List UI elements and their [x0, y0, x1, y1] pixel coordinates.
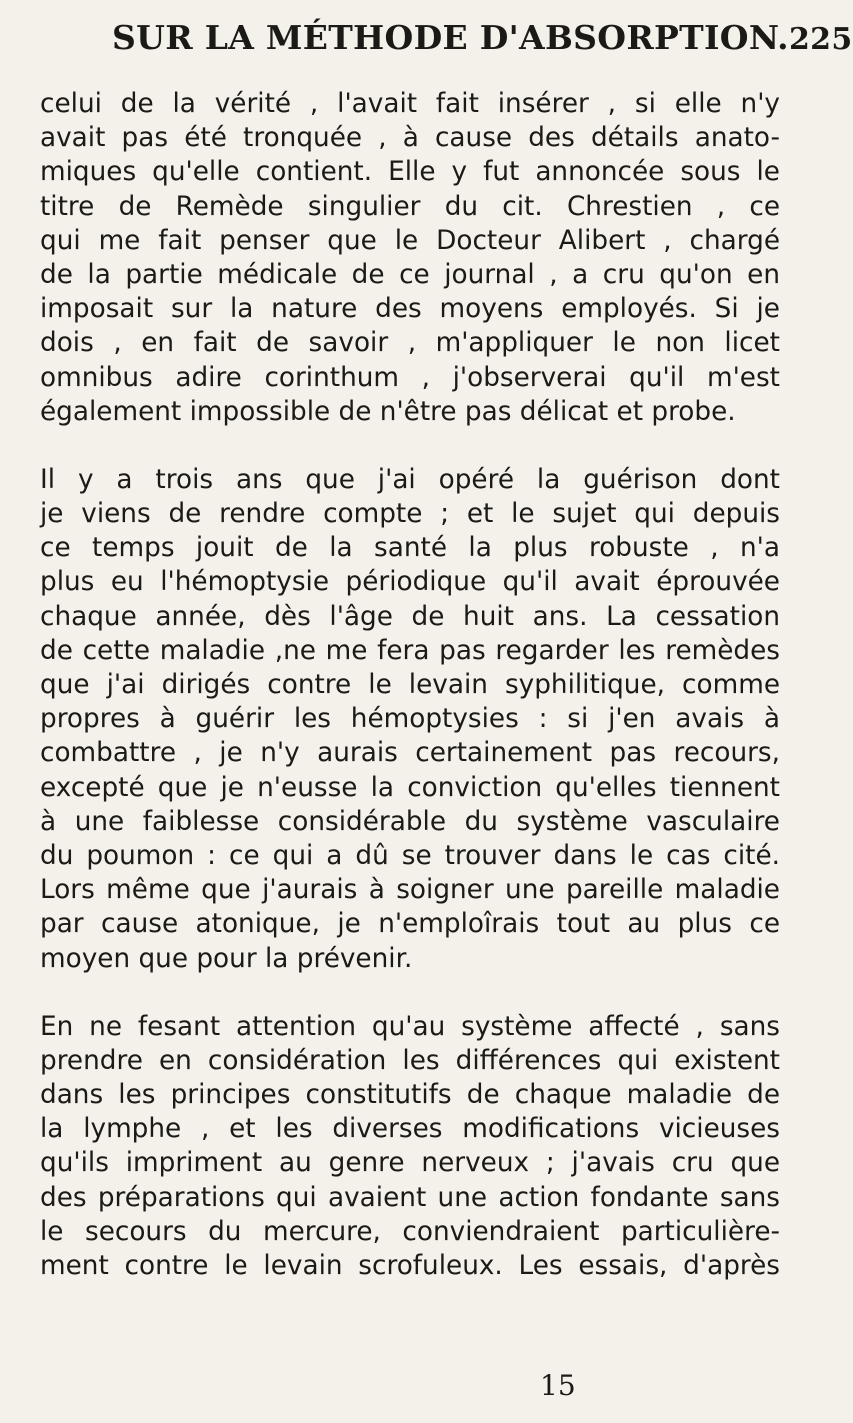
text-line: celui de la vérité , l'avait fait insérer , si elle n'y — [40, 89, 780, 119]
signature-mark: 15 — [540, 1369, 576, 1402]
body-text — [40, 87, 780, 1283]
text-line: moyen que pour la prévenir. — [40, 943, 413, 974]
text-line: également impossible de n'être pas délicat et probe. — [40, 396, 736, 427]
text-line: à une faiblesse considérable du système vasculaire — [40, 806, 780, 837]
text-line: omnibus adire corinthum , j'observerai qu'il m'est — [40, 362, 780, 393]
text-line: excepté que je n'eusse la conviction qu'elles tiennent — [40, 772, 780, 803]
text-line: le secours du mercure, conviendraient particulière- — [40, 1216, 780, 1247]
text-line: prendre en considération les différences qui existent — [40, 1045, 780, 1076]
text-line: avait pas été tronquée , à cause des détails anato- — [40, 123, 780, 154]
text-line: plus eu l'hémoptysie périodique qu'il avait éprouvée — [40, 567, 780, 598]
page-number: 225 — [788, 22, 853, 57]
text-line: des préparations qui avaient une action fondante sans — [40, 1182, 780, 1213]
text-line: imposait sur la nature des moyens employés. Si je — [40, 294, 780, 325]
text-line: chaque année, dès l'âge de huit ans. La cessation — [40, 601, 780, 632]
paragraph-gap — [40, 429, 780, 463]
text-line: Il y a trois ans que j'ai opéré la guérison dont — [40, 464, 780, 495]
text-line: propres à guérir les hémoptysies : si j'en avais à — [40, 704, 780, 735]
running-head-title: SUR LA MÉTHODE D'ABSORPTION. — [112, 18, 789, 57]
text-line: qui me fait penser que le Docteur Alibert , chargé — [40, 225, 780, 256]
text-line: Lors même que j'aurais à soigner une pareille maladie — [40, 875, 780, 906]
text-line: qu'ils impriment au genre nerveux ; j'avais cru que — [40, 1148, 780, 1179]
text-line: ment contre le levain scrofuleux. Les essais, d'après — [40, 1251, 780, 1281]
paragraph-gap — [40, 976, 780, 1010]
text-line: ce temps jouit de la santé la plus robuste , n'a — [40, 533, 780, 564]
text-line: je viens de rendre compte ; et le sujet qui depuis — [40, 499, 780, 530]
text-line: par cause atonique, je n'emploîrais tout au plus ce — [40, 909, 780, 940]
text-line: combattre , je n'y aurais certainement pas recours, — [40, 738, 780, 769]
text-line: En ne fesant attention qu'au système affecté , sans — [40, 1011, 780, 1042]
text-line: miques qu'elle contient. Elle y fut annoncée sous le — [40, 157, 780, 188]
text-line: de cette maladie ,ne me fera pas regarder les remèdes — [40, 635, 780, 666]
running-head — [112, 18, 853, 78]
text-line: titre de Remède singulier du cit. Chrestien , ce — [40, 191, 780, 222]
text-line: dans les principes constitutifs de chaque maladie de — [40, 1080, 780, 1111]
text-line: de la partie médicale de ce journal , a cru qu'on en — [40, 259, 780, 290]
text-line: la lymphe , et les diverses modifications vicieuses — [40, 1114, 780, 1145]
text-line: du poumon : ce qui a dû se trouver dans le cas cité. — [40, 840, 780, 871]
text-line: dois , en fait de savoir , m'appliquer le non licet — [40, 328, 780, 359]
text-line: que j'ai dirigés contre le levain syphilitique, comme — [40, 670, 780, 700]
